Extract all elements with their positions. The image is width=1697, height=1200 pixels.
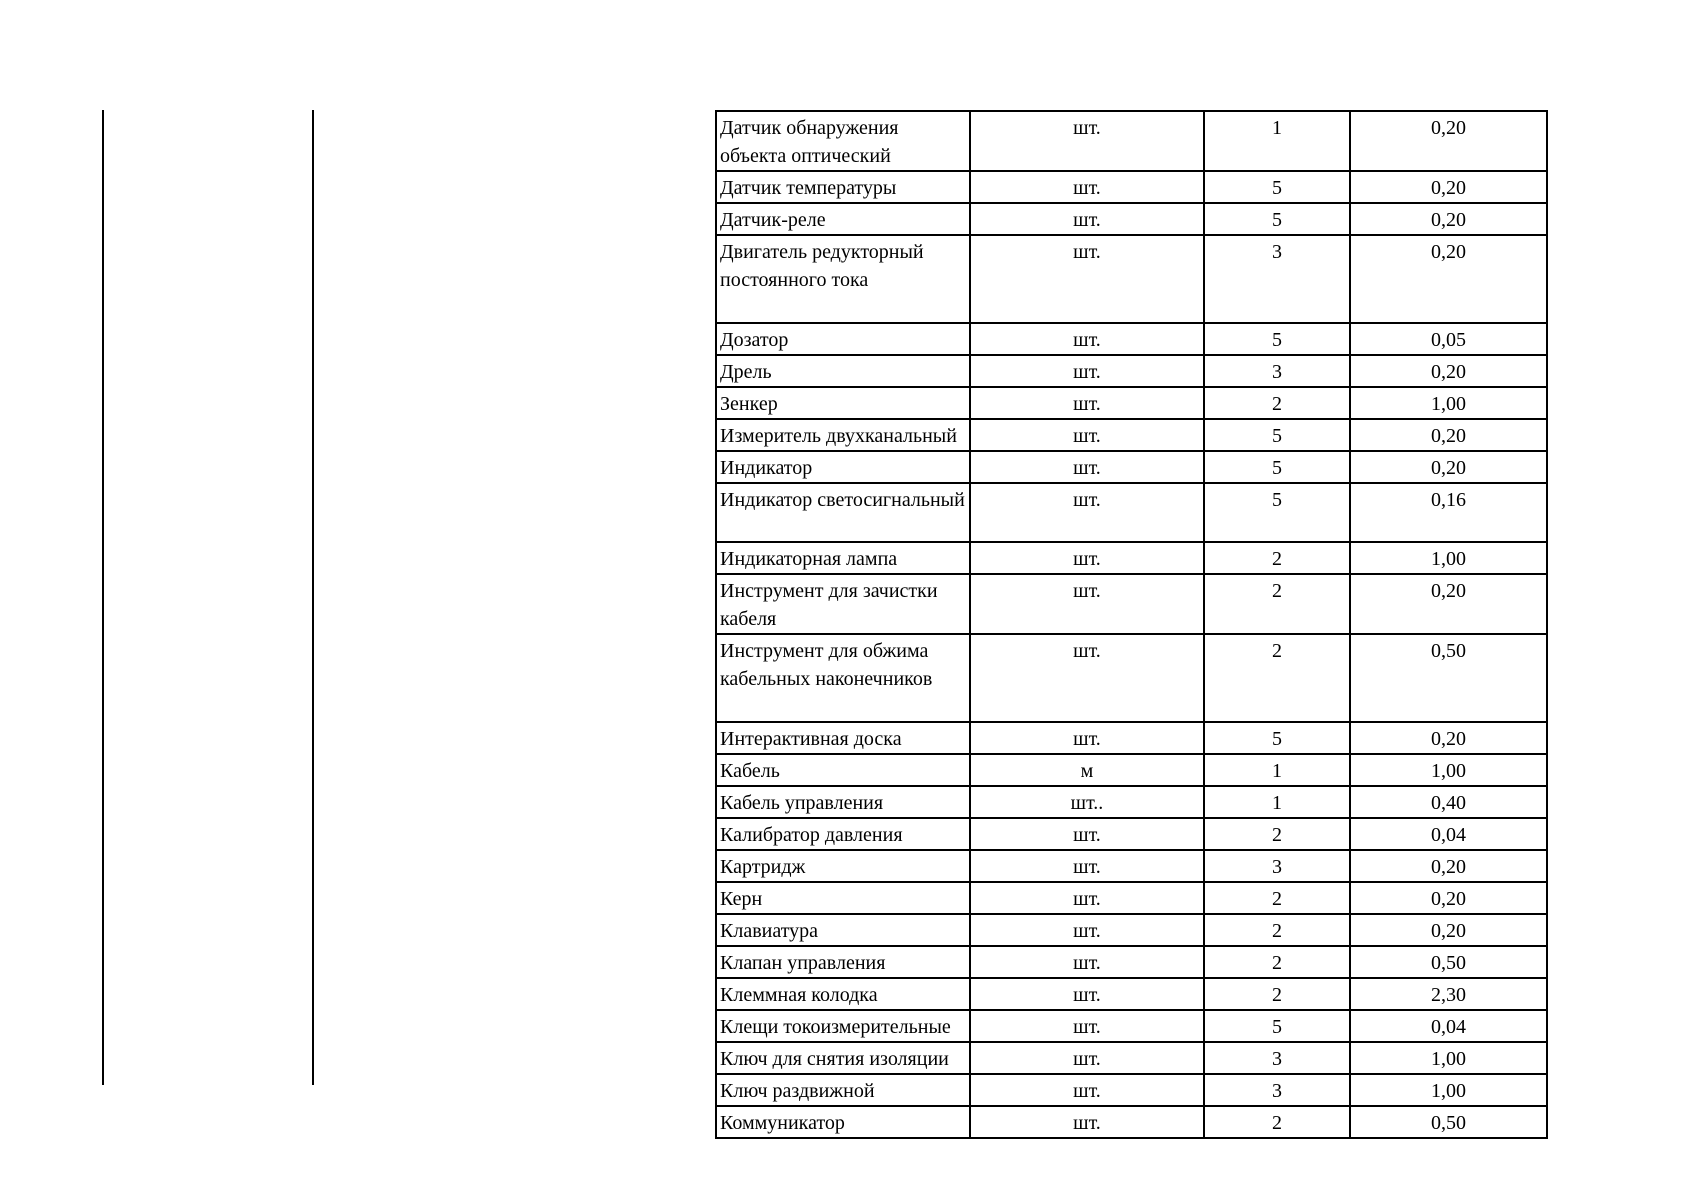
item-norm: 0,20 (1350, 171, 1547, 203)
item-quantity: 1 (1204, 111, 1350, 171)
item-norm: 0,50 (1350, 1106, 1547, 1138)
item-name: Клещи токоизмерительные (716, 1010, 970, 1042)
item-norm: 0,20 (1350, 914, 1547, 946)
item-quantity: 2 (1204, 818, 1350, 850)
item-unit: шт. (970, 882, 1204, 914)
item-unit: шт. (970, 235, 1204, 323)
table-row (716, 914, 1547, 946)
item-unit: шт. (970, 634, 1204, 722)
item-unit: шт. (970, 978, 1204, 1010)
item-quantity: 5 (1204, 203, 1350, 235)
item-name: Калибратор давления (716, 818, 970, 850)
table-row (716, 419, 1547, 451)
item-name: Клеммная колодка (716, 978, 970, 1010)
item-name: Ключ для снятия изоляции (716, 1042, 970, 1074)
item-quantity: 2 (1204, 387, 1350, 419)
table-row (716, 574, 1547, 634)
table-row (716, 722, 1547, 754)
item-name: Индикатор светосигнальный (716, 483, 970, 542)
item-quantity: 5 (1204, 323, 1350, 355)
item-quantity: 3 (1204, 850, 1350, 882)
item-quantity: 2 (1204, 978, 1350, 1010)
table-row (716, 323, 1547, 355)
item-quantity: 1 (1204, 786, 1350, 818)
equipment-table (715, 110, 1548, 1139)
table-row (716, 387, 1547, 419)
item-norm: 2,30 (1350, 978, 1547, 1010)
left-column-border (102, 110, 104, 1085)
item-name: Зенкер (716, 387, 970, 419)
item-unit: шт. (970, 451, 1204, 483)
item-unit: шт. (970, 818, 1204, 850)
item-norm: 0,20 (1350, 203, 1547, 235)
item-quantity: 3 (1204, 235, 1350, 323)
second-column-border (312, 110, 314, 1085)
item-unit: шт. (970, 419, 1204, 451)
table-row (716, 111, 1547, 171)
item-norm: 0,20 (1350, 111, 1547, 171)
table-row (716, 451, 1547, 483)
item-unit: шт. (970, 387, 1204, 419)
table-row (716, 634, 1547, 722)
table-row (716, 542, 1547, 574)
table-row (716, 978, 1547, 1010)
item-unit: шт. (970, 722, 1204, 754)
item-norm: 0,16 (1350, 483, 1547, 542)
item-name: Кабель (716, 754, 970, 786)
item-quantity: 2 (1204, 574, 1350, 634)
item-name: Индикатор (716, 451, 970, 483)
table-row (716, 171, 1547, 203)
item-name: Интерактивная доска (716, 722, 970, 754)
item-name: Двигатель редукторный постоянного тока (716, 235, 970, 323)
item-unit: м (970, 754, 1204, 786)
item-unit: шт. (970, 355, 1204, 387)
table-row (716, 1042, 1547, 1074)
table-row (716, 754, 1547, 786)
item-name: Дрель (716, 355, 970, 387)
item-name: Клапан управления (716, 946, 970, 978)
item-name: Инструмент для зачистки кабеля (716, 574, 970, 634)
item-norm: 0,04 (1350, 818, 1547, 850)
item-quantity: 2 (1204, 542, 1350, 574)
item-name: Датчик обнаружения объекта оптический (716, 111, 970, 171)
item-unit: шт. (970, 946, 1204, 978)
item-unit: шт. (970, 914, 1204, 946)
item-quantity: 2 (1204, 1106, 1350, 1138)
item-norm: 0,20 (1350, 574, 1547, 634)
item-quantity: 5 (1204, 722, 1350, 754)
item-quantity: 2 (1204, 946, 1350, 978)
item-quantity: 5 (1204, 451, 1350, 483)
item-name: Датчик-реле (716, 203, 970, 235)
item-name: Ключ раздвижной (716, 1074, 970, 1106)
item-unit: шт. (970, 1106, 1204, 1138)
item-unit: шт. (970, 1042, 1204, 1074)
item-unit: шт. (970, 111, 1204, 171)
table-row (716, 818, 1547, 850)
item-unit: шт. (970, 483, 1204, 542)
item-norm: 0,40 (1350, 786, 1547, 818)
item-quantity: 2 (1204, 914, 1350, 946)
item-name: Керн (716, 882, 970, 914)
item-norm: 0,20 (1350, 355, 1547, 387)
item-quantity: 5 (1204, 483, 1350, 542)
item-norm: 1,00 (1350, 1074, 1547, 1106)
item-norm: 1,00 (1350, 542, 1547, 574)
item-norm: 0,20 (1350, 451, 1547, 483)
table-row (716, 1074, 1547, 1106)
item-norm: 0,05 (1350, 323, 1547, 355)
item-unit: шт. (970, 542, 1204, 574)
item-norm: 0,20 (1350, 722, 1547, 754)
item-quantity: 1 (1204, 754, 1350, 786)
item-quantity: 5 (1204, 1010, 1350, 1042)
item-norm: 0,20 (1350, 235, 1547, 323)
item-norm: 1,00 (1350, 754, 1547, 786)
item-quantity: 3 (1204, 355, 1350, 387)
item-unit: шт.. (970, 786, 1204, 818)
table-row (716, 946, 1547, 978)
item-norm: 0,20 (1350, 850, 1547, 882)
item-unit: шт. (970, 574, 1204, 634)
item-norm: 1,00 (1350, 1042, 1547, 1074)
item-quantity: 3 (1204, 1042, 1350, 1074)
table-row (716, 1010, 1547, 1042)
item-quantity: 3 (1204, 1074, 1350, 1106)
item-quantity: 2 (1204, 882, 1350, 914)
table-row (716, 850, 1547, 882)
table-row (716, 786, 1547, 818)
item-norm: 0,04 (1350, 1010, 1547, 1042)
item-name: Измеритель двухканальный (716, 419, 970, 451)
item-name: Инструмент для обжима кабельных наконечников (716, 634, 970, 722)
item-norm: 1,00 (1350, 387, 1547, 419)
item-name: Датчик температуры (716, 171, 970, 203)
table-row (716, 483, 1547, 542)
table-row (716, 355, 1547, 387)
item-name: Индикаторная лампа (716, 542, 970, 574)
table-row (716, 203, 1547, 235)
item-quantity: 2 (1204, 634, 1350, 722)
item-unit: шт. (970, 1010, 1204, 1042)
item-name: Дозатор (716, 323, 970, 355)
item-norm: 0,20 (1350, 419, 1547, 451)
item-name: Клавиатура (716, 914, 970, 946)
item-norm: 0,50 (1350, 634, 1547, 722)
item-norm: 0,20 (1350, 882, 1547, 914)
item-quantity: 5 (1204, 171, 1350, 203)
table-row (716, 1106, 1547, 1138)
item-name: Кабель управления (716, 786, 970, 818)
table-row (716, 235, 1547, 323)
table-row (716, 882, 1547, 914)
item-name: Картридж (716, 850, 970, 882)
item-unit: шт. (970, 323, 1204, 355)
item-unit: шт. (970, 203, 1204, 235)
item-quantity: 5 (1204, 419, 1350, 451)
item-unit: шт. (970, 171, 1204, 203)
item-unit: шт. (970, 1074, 1204, 1106)
item-unit: шт. (970, 850, 1204, 882)
item-name: Коммуникатор (716, 1106, 970, 1138)
item-norm: 0,50 (1350, 946, 1547, 978)
